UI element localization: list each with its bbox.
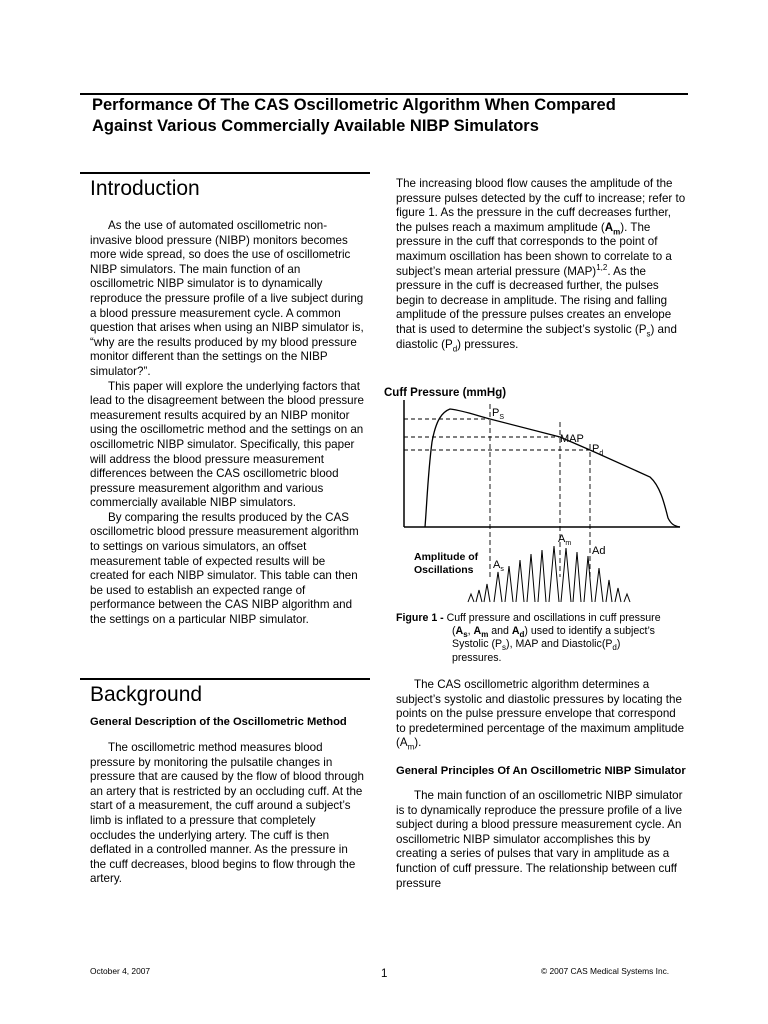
- text-span: ) and diastolic (P: [396, 322, 677, 351]
- text-span: The increasing blood flow causes the amplitude of the pressure pulses detected by the cuff to increase; refer to figure 1. As the pressure in the cuff decreases further, the pulses reach a maximum amplitude (: [396, 177, 686, 234]
- intro-heading: Introduction: [90, 177, 200, 200]
- text-span: s: [502, 643, 507, 653]
- text-span: A: [511, 625, 520, 638]
- figure-1-caption: [396, 612, 696, 665]
- pulse: [538, 550, 546, 602]
- text-span: d: [519, 630, 525, 640]
- pd-label: $P_d$: [592, 443, 604, 457]
- right-paragraph-1: [396, 177, 686, 352]
- am-subscript: m: [613, 227, 621, 237]
- as-label: $A_s$: [493, 559, 504, 573]
- right-paragraph-3: The main function of an oscillometric NIBP simulator is to dynamically reproduce the pressure profile of a live subject during a blood pressure measurement cycle. An oscillometric NIBP simulator accomplishes this by creating a series of pulses that vary in amplitude as a function of cuff pressure. The relationship between cuff pressure: [396, 788, 683, 890]
- figure-1-chart: [380, 382, 700, 610]
- right-text-bottom: [396, 678, 686, 891]
- pulse: [615, 588, 621, 602]
- amplitude-label-line-2: Oscillations: [414, 564, 474, 576]
- pulse: [573, 552, 581, 602]
- text-span: A: [455, 625, 464, 638]
- am-label: $A_m$: [558, 533, 572, 547]
- background-subheading: General Description of the Oscillometric Method: [90, 716, 347, 728]
- pulse: [516, 560, 524, 602]
- am-symbol: A: [604, 220, 614, 234]
- text-span: A: [473, 625, 482, 638]
- pulse: [606, 580, 612, 602]
- caption-line-1: [396, 612, 696, 625]
- paper-title: [92, 95, 692, 137]
- caption-line-3: [396, 638, 696, 651]
- intro-text: [90, 219, 364, 628]
- intro-paragraph-2: This paper will explore the underlying factors that lead to the disagreement between the blood pressure measurement results acquired by an NIBP monitor using the oscillometric method and the settings on an oscillometric NIBP simulator. Specifically, this paper will address the blood pressure measurement differences between the CAS oscillometric blood pressure measurement algorithm and various commercially available NIBP simulators.: [90, 379, 364, 510]
- ad-label: Ad: [592, 545, 606, 557]
- text-span: d: [612, 643, 617, 653]
- pulse: [505, 566, 513, 602]
- title-line-2: Against Various Commercially Available NIBP Simulators: [92, 117, 539, 135]
- caption-label: Figure 1 -: [396, 612, 444, 624]
- text-span: ), MAP and Diastolic(P: [506, 638, 613, 651]
- text-span: ,: [467, 625, 474, 638]
- footer-copyright: © 2007 CAS Medical Systems Inc.: [541, 966, 670, 976]
- intro-paragraph-3: By comparing the results produced by the CAS oscillometric blood pressure measurement algorithm to settings on various simulators, an offset measurement table of expected results will be created for each NIBP simulator. This table can then be used to establish an expected range of performance between the CAS NIBP algorithm and the settings on a particular NIBP simulator.: [90, 510, 359, 627]
- y-axis-label: Cuff Pressure (mmHg): [384, 387, 507, 399]
- text-span: . As the pressure in the cuff is decreased further, the pulses begin to decrease in amplitude. The rising and falling amplitude of the pressure pulses creates an envelope that is used to determine the subject’s systolic (P: [396, 264, 672, 336]
- background-rule: [80, 678, 370, 680]
- caption-line-4: pressures.: [452, 651, 502, 664]
- oscillation-pulses: [468, 546, 630, 602]
- background-heading: Background: [90, 683, 203, 706]
- pulse: [527, 554, 535, 602]
- map-label: MAP: [560, 433, 584, 445]
- text-span: Systolic (P: [452, 638, 503, 651]
- footer-date: October 4, 2007: [90, 966, 151, 976]
- simulator-subheading: General Principles Of An Oscillometric NIBP Simulator: [396, 764, 686, 777]
- text-span: ): [616, 638, 621, 651]
- text-span: ).: [414, 736, 422, 750]
- pulse: [624, 594, 630, 602]
- intro-rule: [80, 172, 370, 174]
- amplitude-label-line-1: Amplitude of: [414, 551, 479, 563]
- page-number: 1: [381, 968, 388, 980]
- text-span: s: [463, 630, 468, 640]
- pulse: [584, 556, 592, 602]
- reference-superscript: 1,2: [596, 262, 608, 272]
- text-span: m: [481, 630, 489, 640]
- text-span: ) pressures.: [457, 337, 519, 351]
- pulse: [561, 548, 571, 602]
- pulse: [595, 568, 603, 602]
- text-span: ). The pressure in the cuff that corresponds to the point of maximum oscillation has been shown to correlate to a subject’s mean arterial pressure (MAP): [396, 220, 672, 278]
- title-line-1: Performance Of The CAS Oscillometric Algorithm When Compared: [92, 96, 616, 114]
- intro-paragraph-1: As the use of automated oscillometric non-invasive blood pressure (NIBP) monitors becomes more wide spread, so does the use of oscillometric NIBP simulators. The main function of an oscillometric NIBP simulator is to dynamically reproduce the pressure profile of a live subject during a blood pressure measurement cycle. A common question that arises when using an NIBP simulator is, “why are the results produced by my blood pressure monitor different than the settings on the NIBP simulator?”.: [90, 219, 364, 378]
- background-text: [90, 715, 364, 887]
- pulse: [468, 594, 474, 602]
- background-paragraph-1: The oscillometric method measures blood pressure by monitoring the pulsatile changes in pressure that are caused by the flow of blood through an artery that is restricted by an occluding cuff. At the start of a measurement, the cuff around a subject’s limb is inflated to a pressure that completely occludes the underlying artery. The cuff is then deflated in a controlled manner. As the pressure in the cuff decreases, blood begins to flow through the artery.: [90, 741, 364, 886]
- ps-subscript: s: [646, 329, 651, 339]
- caption-line-2: [396, 625, 696, 638]
- right-text-top: [396, 177, 686, 352]
- right-paragraph-2: [396, 678, 686, 751]
- pd-subscript: d: [452, 343, 458, 353]
- text-span: m: [407, 742, 415, 752]
- text-span: ) used to identify a subject’s: [524, 625, 655, 638]
- text-span: (: [452, 625, 456, 638]
- cuff-pressure-curve: [425, 409, 680, 527]
- text-span: The CAS oscillometric algorithm determines a subject’s systolic and diastolic pressures by locating the points on the pulse pressure envelope that correspond to predetermined percentage of the maximum amplitude (A: [396, 678, 685, 750]
- text-span: Cuff pressure and oscillations in cuff pressure: [443, 612, 661, 624]
- pulse: [494, 572, 502, 602]
- text-span: and: [488, 625, 512, 638]
- ps-label: $P_S$: [492, 407, 505, 421]
- pulse: [549, 546, 559, 602]
- pulse: [484, 584, 490, 602]
- pulse: [476, 590, 482, 602]
